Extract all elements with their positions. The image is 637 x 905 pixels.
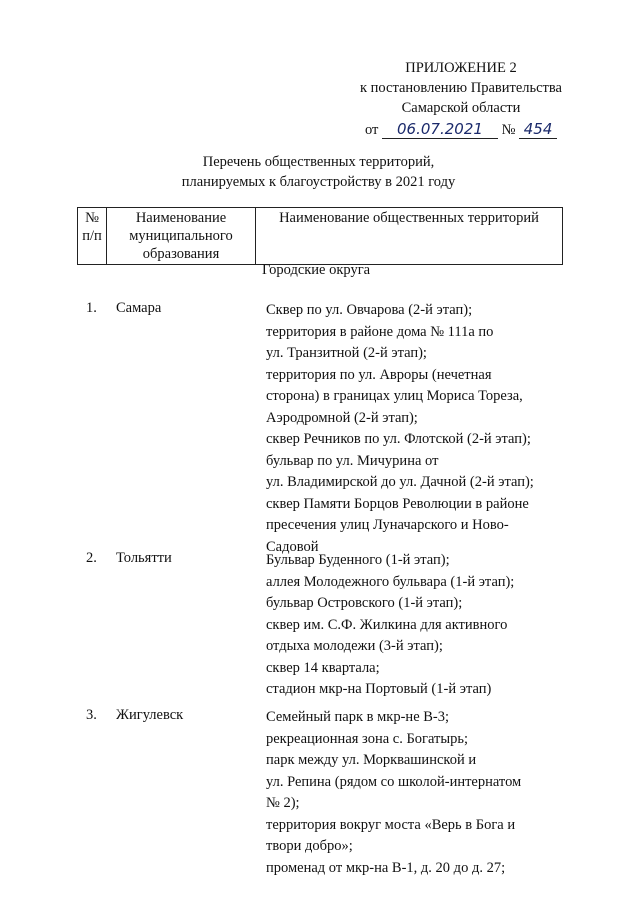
list-item: сквер 14 квартала; — [266, 659, 380, 676]
list-item: Сквер по ул. Овчарова (2-й этап); — [266, 302, 473, 318]
row-territories — [266, 707, 521, 879]
list-item: ул. Транзитной (2-й этап); — [266, 345, 427, 361]
list-item: сквер Речников по ул. Флотской (2-й этап); — [266, 431, 531, 447]
list-item: бульвар по ул. Мичурина от — [266, 452, 439, 469]
list-item: Бульвар Буденного (1-й этап); — [266, 552, 450, 568]
list-item: ул. Владимирской до ул. Дачной (2-й этап); — [266, 474, 534, 490]
list-item: аллея Молодежного бульвара (1-й этап); — [266, 573, 515, 590]
row-municipality: Самара — [116, 300, 162, 316]
list-item: отдыха молодежи (3-й этап); — [266, 638, 443, 654]
header-cell-municipality: Наименование муниципального образования — [107, 208, 256, 265]
list-item: сквер им. С.Ф. Жилкина для активного — [266, 616, 508, 633]
table-header — [77, 207, 563, 265]
handwritten-date: 06.07.2021 — [397, 120, 483, 138]
list-item: территория по ул. Авроры (нечетная — [266, 366, 492, 383]
list-item: бульвар Островского (1-й этап); — [266, 595, 463, 611]
list-item: территория в районе дома № 111а по — [266, 323, 494, 340]
list-item: парк между ул. Морквашинской и — [266, 752, 477, 768]
handwritten-number: 454 — [523, 120, 553, 138]
header-cell-territories: Наименование общественных территорий — [256, 208, 563, 265]
list-item: № 2); — [266, 795, 300, 811]
list-item: сквер Памяти Борцов Революции в районе — [266, 495, 529, 512]
list-item: рекреационная зона с. Богатырь; — [266, 730, 469, 747]
row-territories — [266, 550, 514, 701]
appendix-line-2: Самарской области — [401, 100, 521, 116]
number-label: № — [501, 122, 516, 138]
row-municipality: Тольятти — [116, 550, 172, 566]
list-item: Садовой — [266, 538, 319, 555]
row-municipality: Жигулевск — [116, 707, 184, 723]
list-item: твори добро»; — [266, 838, 353, 854]
list-item: Аэродромной (2-й этап); — [266, 409, 418, 426]
list-item: территория вокруг моста «Верь в Бога и — [266, 816, 516, 833]
document-title-line-2: планируемых к благоустройству в 2021 году — [181, 174, 456, 190]
list-item: ул. Репина (рядом со школой-интернатом — [266, 773, 522, 790]
list-item: сторона) в границах улиц Мориса Тореза, — [266, 388, 523, 404]
appendix-date-line — [360, 120, 562, 140]
document-title-line-1: Перечень общественных территорий, — [202, 154, 435, 170]
appendix-title: ПРИЛОЖЕНИЕ 2 — [405, 60, 517, 76]
row-number: 2. — [86, 550, 97, 566]
appendix-block — [360, 58, 562, 140]
section-label: Городские округа — [262, 262, 371, 278]
list-item: стадион мкр-на Портовый (1-й этап) — [266, 681, 492, 697]
from-label: от — [364, 122, 379, 138]
row-number: 3. — [86, 707, 97, 723]
row-number: 1. — [86, 300, 97, 316]
list-item: Семейный парк в мкр-не В-3; — [266, 709, 450, 725]
header-cell-number: № п/п — [78, 208, 107, 265]
list-item: пресечения улиц Луначарского и Ново- — [266, 517, 509, 533]
document-title — [0, 152, 637, 192]
row-territories — [266, 300, 534, 558]
appendix-line-1: к постановлению Правительства — [360, 80, 562, 96]
list-item: променад от мкр-на В-1, д. 20 до д. 27; — [266, 859, 506, 876]
